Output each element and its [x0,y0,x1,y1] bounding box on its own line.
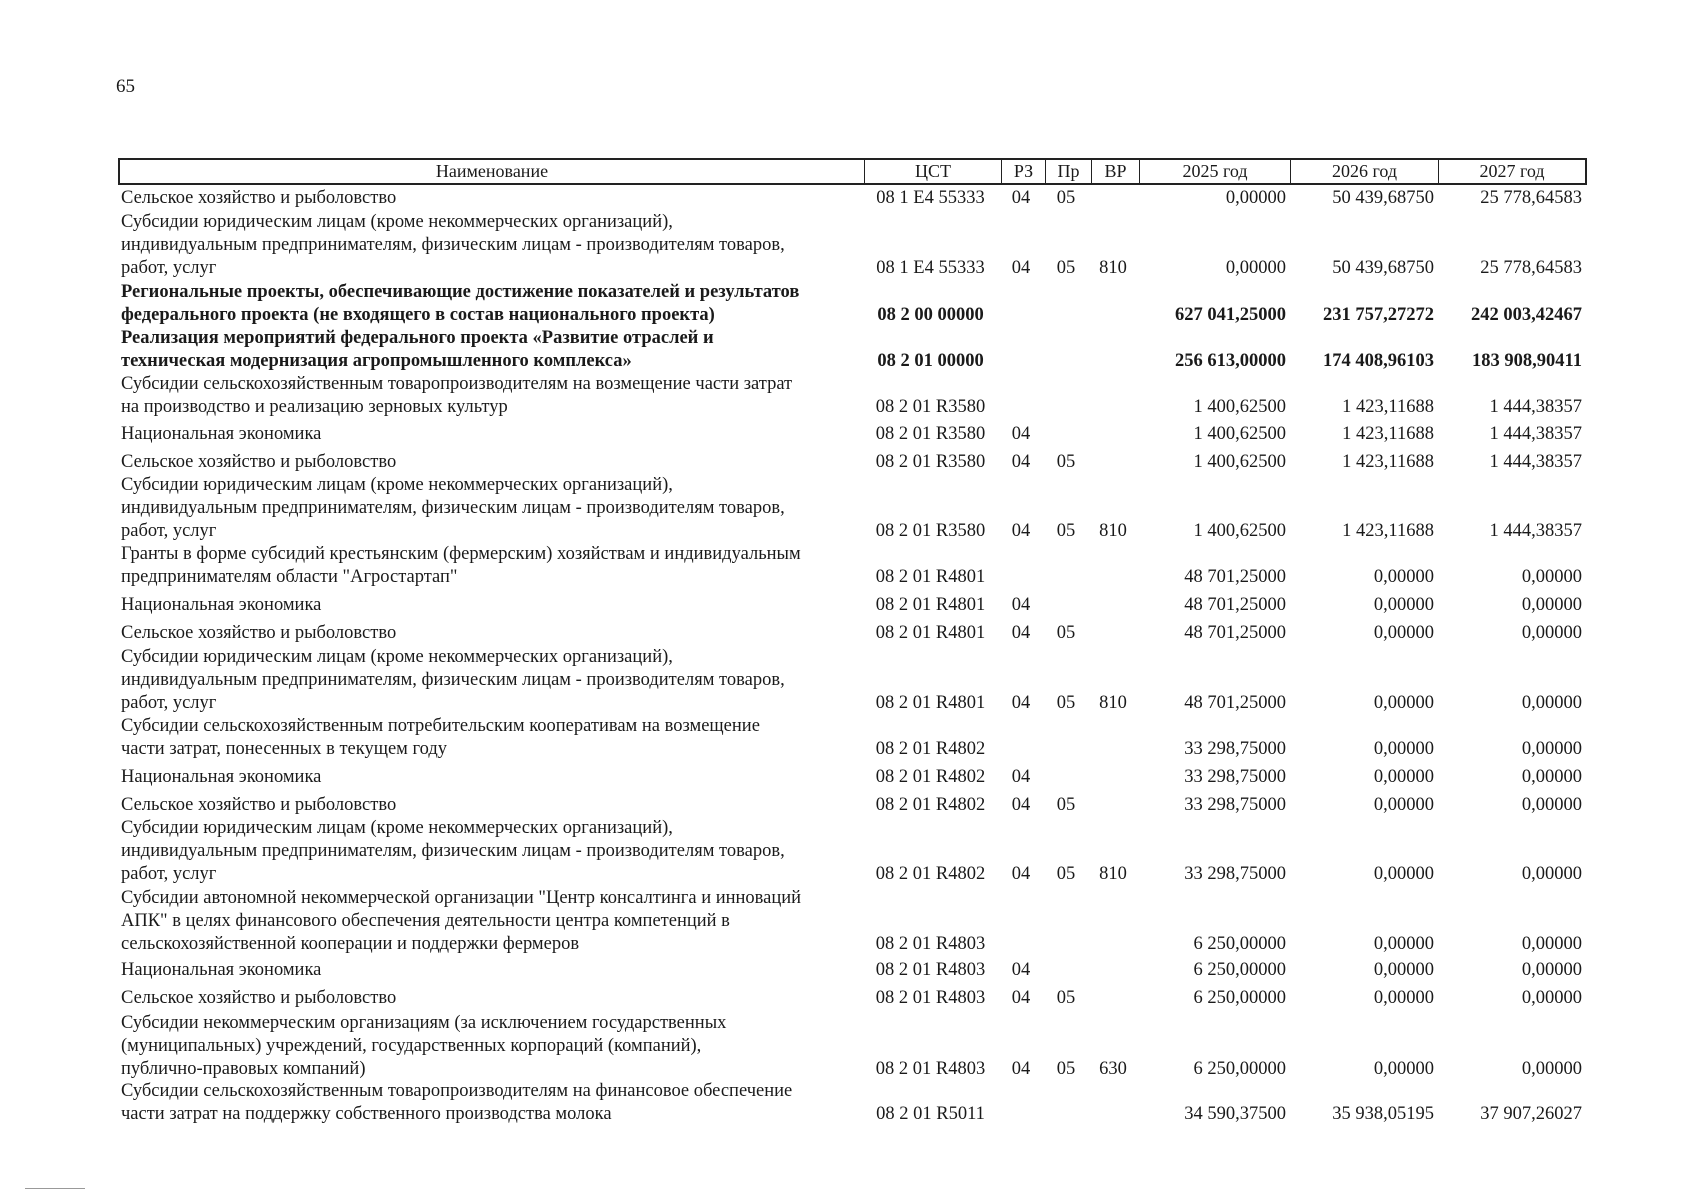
cell-y2025: 33 298,75000 [1184,864,1286,884]
cell-y2026: 0,00000 [1373,739,1434,759]
row-name-line: Субсидии юридическим лицам (кроме некоммерческих организаций), [121,475,673,495]
row-name-line: Субсидии некоммерческим организациям (за исключением государственных [121,1013,727,1033]
cell-y2027: 0,00000 [1521,693,1582,713]
row-name-line: публично-правовых компаний) [121,1059,366,1079]
cell-y2025: 6 250,00000 [1193,934,1286,954]
cell-y2025: 0,00000 [1225,188,1286,208]
cell-y2025: 256 613,00000 [1175,351,1286,371]
cell-cst: 08 2 01 R3580 [875,397,986,417]
row-name-line: работ, услуг [121,864,217,884]
column-header-pr: Пр [1045,158,1092,185]
cell-rz: 04 [1011,188,1031,208]
cell-rz: 04 [1011,988,1031,1008]
cell-y2025: 627 041,25000 [1175,305,1286,325]
column-header-vr: ВР [1091,158,1140,185]
row-name-line: АПК" в целях финансового обеспечения деятельности центра компетенций в [121,911,730,931]
cell-y2027: 0,00000 [1521,795,1582,815]
row-name-line: предпринимателям области "Агростартап" [121,567,458,587]
cell-cst: 08 2 01 R4802 [875,864,986,884]
cell-y2027: 25 778,64583 [1480,258,1582,278]
cell-y2025: 1 400,62500 [1193,397,1286,417]
cell-pr: 05 [1056,864,1076,884]
cell-rz: 04 [1011,623,1031,643]
cell-cst: 08 2 01 R5011 [876,1104,985,1124]
row-name-line: (муниципальных) учреждений, государственных корпораций (компаний), [121,1036,702,1056]
cell-y2025: 6 250,00000 [1193,1059,1286,1079]
cell-y2025: 48 701,25000 [1184,693,1286,713]
row-name-line: Национальная экономика [121,767,322,787]
row-name-line: федерального проекта (не входящего в состав национального проекта) [121,305,715,325]
cell-rz: 04 [1011,864,1031,884]
row-name-line: части затрат, понесенных в текущем году [121,739,448,759]
cell-cst: 08 2 01 R4802 [875,795,986,815]
cell-y2027: 0,00000 [1521,960,1582,980]
cell-rz: 04 [1011,767,1031,787]
cell-rz: 04 [1011,521,1031,541]
cell-rz: 04 [1011,960,1031,980]
row-name-line: техническая модернизация агропромышленного комплекса» [121,351,632,371]
cell-vr: 810 [1099,864,1127,884]
cell-y2025: 6 250,00000 [1193,988,1286,1008]
cell-cst: 08 2 01 R4803 [875,988,986,1008]
cell-y2026: 0,00000 [1373,693,1434,713]
cell-pr: 05 [1056,521,1076,541]
cell-y2027: 0,00000 [1521,1059,1582,1079]
cell-y2026: 0,00000 [1373,567,1434,587]
cell-y2026: 0,00000 [1373,623,1434,643]
cell-cst: 08 1 Е4 55333 [876,188,985,208]
cell-y2026: 1 423,11688 [1342,397,1434,417]
cell-y2026: 0,00000 [1373,595,1434,615]
row-name-line: Сельское хозяйство и рыболовство [121,188,397,208]
cell-cst: 08 2 01 R4801 [875,623,986,643]
row-name-line: Региональные проекты, обеспечивающие достижение показателей и результатов [121,282,800,302]
footer-line [25,1188,85,1189]
row-name-line: Сельское хозяйство и рыболовство [121,452,397,472]
cell-y2026: 1 423,11688 [1342,452,1434,472]
cell-y2026: 35 938,05195 [1332,1104,1434,1124]
cell-rz: 04 [1011,795,1031,815]
row-name-line: Субсидии юридическим лицам (кроме некоммерческих организаций), [121,818,673,838]
row-name-line: Национальная экономика [121,960,322,980]
cell-y2025: 1 400,62500 [1193,424,1286,444]
row-name-line: Субсидии сельскохозяйственным товаропроизводителям на финансовое обеспечение [121,1081,793,1101]
cell-pr: 05 [1056,795,1076,815]
cell-y2025: 33 298,75000 [1184,795,1286,815]
cell-pr: 05 [1056,452,1076,472]
cell-y2026: 0,00000 [1373,1059,1434,1079]
cell-y2025: 33 298,75000 [1184,767,1286,787]
cell-y2026: 174 408,96103 [1323,351,1434,371]
row-name-line: части затрат на поддержку собственного производства молока [121,1104,612,1124]
cell-y2027: 242 003,42467 [1471,305,1582,325]
cell-cst: 08 2 01 R4802 [875,767,986,787]
cell-y2027: 183 908,90411 [1472,351,1582,371]
cell-y2026: 0,00000 [1373,767,1434,787]
cell-y2027: 37 907,26027 [1480,1104,1582,1124]
cell-y2026: 0,00000 [1373,934,1434,954]
cell-y2025: 33 298,75000 [1184,739,1286,759]
cell-vr: 810 [1099,521,1127,541]
cell-cst: 08 2 01 R4801 [875,693,986,713]
cell-cst: 08 2 00 00000 [877,305,984,325]
cell-cst: 08 2 01 R4802 [875,739,986,759]
cell-cst: 08 2 01 R3580 [875,424,986,444]
cell-rz: 04 [1011,693,1031,713]
row-name-line: работ, услуг [121,258,217,278]
row-name-line: индивидуальным предпринимателям, физическим лицам - производителям товаров, [121,235,785,255]
cell-vr: 630 [1099,1059,1127,1079]
cell-pr: 05 [1056,623,1076,643]
row-name-line: Субсидии сельскохозяйственным товаропроизводителям на возмещение части затрат [121,374,793,394]
cell-y2027: 1 444,38357 [1489,521,1582,541]
cell-y2027: 1 444,38357 [1489,397,1582,417]
cell-y2026: 50 439,68750 [1332,188,1434,208]
cell-y2025: 0,00000 [1225,258,1286,278]
cell-cst: 08 2 01 R3580 [875,521,986,541]
cell-pr: 05 [1056,188,1076,208]
page-number: 65 [116,76,135,97]
cell-rz: 04 [1011,452,1031,472]
cell-vr: 810 [1099,693,1127,713]
cell-cst: 08 2 01 00000 [877,351,984,371]
cell-vr: 810 [1099,258,1127,278]
cell-y2027: 1 444,38357 [1489,452,1582,472]
row-name-line: на производство и реализацию зерновых культур [121,397,508,417]
row-name-line: Сельское хозяйство и рыболовство [121,795,397,815]
cell-cst: 08 2 01 R4801 [875,595,986,615]
column-header-rz: РЗ [1001,158,1046,185]
row-name-line: работ, услуг [121,693,217,713]
cell-pr: 05 [1056,258,1076,278]
cell-y2025: 1 400,62500 [1193,521,1286,541]
cell-rz: 04 [1011,258,1031,278]
cell-y2026: 0,00000 [1373,960,1434,980]
cell-cst: 08 2 01 R4803 [875,934,986,954]
cell-y2027: 0,00000 [1521,567,1582,587]
cell-y2026: 0,00000 [1373,795,1434,815]
cell-y2027: 25 778,64583 [1480,188,1582,208]
cell-y2027: 0,00000 [1521,595,1582,615]
row-name-line: индивидуальным предпринимателям, физическим лицам - производителям товаров, [121,841,785,861]
row-name-line: Сельское хозяйство и рыболовство [121,623,397,643]
cell-y2026: 0,00000 [1373,864,1434,884]
cell-pr: 05 [1056,1059,1076,1079]
row-name-line: Сельское хозяйство и рыболовство [121,988,397,1008]
cell-y2027: 0,00000 [1521,767,1582,787]
row-name-line: сельскохозяйственной кооперации и поддержки фермеров [121,934,580,954]
cell-y2025: 6 250,00000 [1193,960,1286,980]
row-name-line: работ, услуг [121,521,217,541]
column-header-y2027: 2027 год [1438,158,1587,185]
cell-y2025: 34 590,37500 [1184,1104,1286,1124]
cell-cst: 08 2 01 R4803 [875,960,986,980]
cell-y2025: 48 701,25000 [1184,623,1286,643]
cell-y2027: 0,00000 [1521,864,1582,884]
column-header-y2026: 2026 год [1290,158,1439,185]
cell-y2027: 0,00000 [1521,623,1582,643]
row-name-line: Субсидии сельскохозяйственным потребительским кооперативам на возмещение [121,716,760,736]
column-header-name: Наименование [118,158,865,185]
cell-y2026: 0,00000 [1373,988,1434,1008]
cell-y2026: 231 757,27272 [1323,305,1434,325]
cell-y2026: 1 423,11688 [1342,424,1434,444]
cell-y2027: 0,00000 [1521,739,1582,759]
cell-rz: 04 [1011,595,1031,615]
row-name-line: Национальная экономика [121,424,322,444]
cell-y2027: 0,00000 [1521,988,1582,1008]
row-name-line: Субсидии автономной некоммерческой организации "Центр консалтинга и инноваций [121,888,802,908]
cell-y2025: 48 701,25000 [1184,567,1286,587]
cell-rz: 04 [1011,1059,1031,1079]
cell-pr: 05 [1056,693,1076,713]
cell-cst: 08 2 01 R4803 [875,1059,986,1079]
row-name-line: Гранты в форме субсидий крестьянским (фермерским) хозяйствам и индивидуальным [121,544,801,564]
row-name-line: индивидуальным предпринимателям, физическим лицам - производителям товаров, [121,670,785,690]
cell-y2026: 50 439,68750 [1332,258,1434,278]
cell-y2025: 48 701,25000 [1184,595,1286,615]
cell-y2027: 0,00000 [1521,934,1582,954]
cell-cst: 08 1 Е4 55333 [876,258,985,278]
row-name-line: Реализация мероприятий федерального проекта «Развитие отраслей и [121,328,714,348]
row-name-line: индивидуальным предпринимателям, физическим лицам - производителям товаров, [121,498,785,518]
row-name-line: Национальная экономика [121,595,322,615]
row-name-line: Субсидии юридическим лицам (кроме некоммерческих организаций), [121,212,673,232]
cell-y2026: 1 423,11688 [1342,521,1434,541]
cell-y2025: 1 400,62500 [1193,452,1286,472]
cell-y2027: 1 444,38357 [1489,424,1582,444]
column-header-y2025: 2025 год [1139,158,1291,185]
cell-pr: 05 [1056,988,1076,1008]
cell-cst: 08 2 01 R3580 [875,452,986,472]
column-header-cst: ЦСТ [864,158,1002,185]
row-name-line: Субсидии юридическим лицам (кроме некоммерческих организаций), [121,647,673,667]
cell-rz: 04 [1011,424,1031,444]
cell-cst: 08 2 01 R4801 [875,567,986,587]
